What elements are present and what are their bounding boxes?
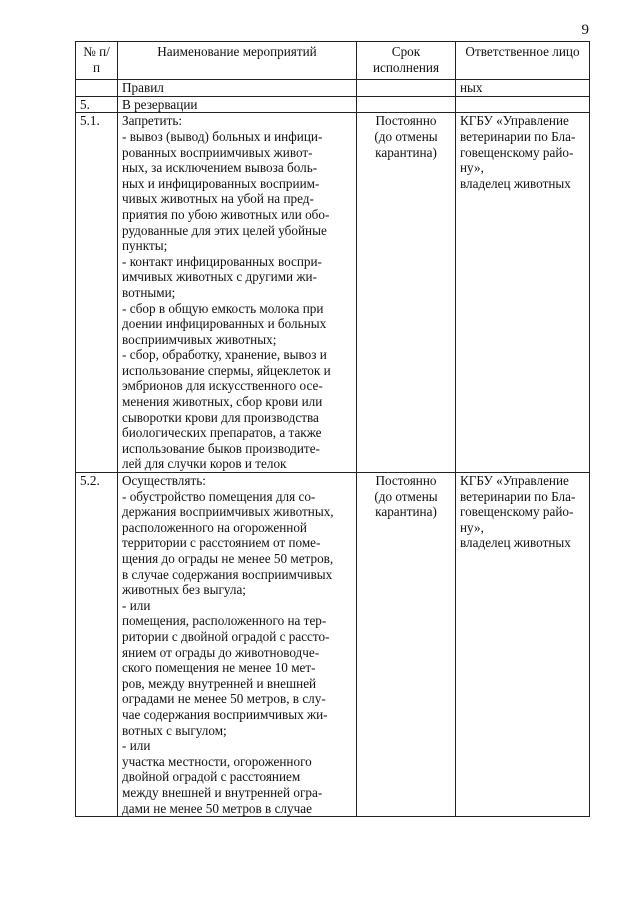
text-line: щения до ограды не менее 50 метров, xyxy=(122,551,334,566)
text-line: дами не менее 50 метров в случае xyxy=(122,800,312,816)
text-line: биологических препаратов, а также xyxy=(122,425,322,441)
cell-term xyxy=(357,96,456,113)
text-line: имчивых животных с другими жи- xyxy=(122,269,317,285)
text-line: Постоянно xyxy=(375,473,437,489)
text-line: КГБУ «Управление xyxy=(460,113,569,129)
text-line: - вывоз (вывод) больных и инфици- xyxy=(122,128,323,144)
text-line: говещенскому райо- xyxy=(460,144,574,160)
text-line: участка местности, огороженного xyxy=(122,753,312,769)
text-line: рованных восприимчивых живот- xyxy=(122,144,313,160)
cell-responsible: ных xyxy=(456,80,590,97)
text-line: чивых животных на убой на пред- xyxy=(122,191,314,207)
measures-table xyxy=(75,41,590,817)
text-line: территории с расстоянием от поме- xyxy=(122,535,321,551)
text-line: лей для случки коров и телок xyxy=(122,456,287,472)
cell-name xyxy=(118,473,357,817)
text-line: ского помещения не менее 10 мет- xyxy=(122,660,316,676)
table-header-row xyxy=(76,42,590,80)
text-line: (до отмены xyxy=(374,488,438,504)
header-responsible: Ответственное лицо xyxy=(456,42,590,80)
text-line: вотных с выгулом; xyxy=(122,722,227,738)
cell-name xyxy=(118,113,357,473)
text-line: ров, между внутренней и внешней xyxy=(122,675,317,691)
text-line: ветеринарии по Бла- xyxy=(460,128,576,144)
text-line: оградами не менее 50 метров, в слу- xyxy=(122,691,326,707)
table-row-5-2 xyxy=(76,473,590,817)
text-line: Постоянно xyxy=(375,113,437,129)
text-line: владелец животных xyxy=(460,175,571,191)
cell-number xyxy=(76,80,118,97)
text-line: доении инфицированных и больных xyxy=(122,316,327,332)
text-line: между внешней и внутренней огра- xyxy=(122,784,323,800)
text-line: - или xyxy=(122,738,151,754)
table-row-continuation xyxy=(76,80,590,97)
text-line: использование спермы, яйцеклеток и xyxy=(122,362,331,378)
header-number: № п/п xyxy=(76,42,118,80)
cell-number: 5.2. xyxy=(76,473,118,817)
text-line: - сбор, обработку, хранение, вывоз и xyxy=(122,347,327,363)
text-line: приятия по убою животных или обо- xyxy=(122,206,330,222)
cell-number: 5.1. xyxy=(76,113,118,473)
cell-number: 5. xyxy=(76,96,118,113)
text-line: чае содержания восприимчивых жи- xyxy=(122,706,328,722)
table-row-5-1 xyxy=(76,113,590,473)
cell-responsible xyxy=(456,113,590,473)
text-line: янием от ограды до животноводче- xyxy=(122,644,320,660)
text-line: КГБУ «Управление xyxy=(460,473,569,489)
text-line: сыворотки крови для производства xyxy=(122,409,319,425)
header-measures: Наименование мероприятий xyxy=(118,42,357,80)
text-line: вотными; xyxy=(122,284,176,300)
text-line: восприимчивых животных; xyxy=(122,331,277,347)
text-line: Осуществлять: xyxy=(122,473,206,489)
cell-term xyxy=(357,80,456,97)
text-line: - обустройство помещения для со- xyxy=(122,488,316,504)
text-line: ных и инфицированных восприим- xyxy=(122,175,320,191)
text-line: владелец животных xyxy=(460,535,571,551)
text-line: пункты; xyxy=(122,238,168,254)
text-line: менения животных, сбор крови или xyxy=(122,394,323,410)
table-row-5 xyxy=(76,96,590,113)
text-line: говещенскому райо- xyxy=(460,504,574,520)
text-line: ну», xyxy=(460,519,484,535)
text-line: использование быков производите- xyxy=(122,440,320,456)
text-line: ритории с двойной оградой с рассто- xyxy=(122,628,330,644)
text-line: карантина) xyxy=(375,144,437,160)
text-line: ну», xyxy=(460,160,484,176)
text-line: расположенного на огороженной xyxy=(122,519,307,535)
text-line: карантина) xyxy=(375,504,437,520)
text-line: - контакт инфицированных воспри- xyxy=(122,253,322,269)
cell-responsible xyxy=(456,473,590,817)
text-line: ных, за исключением вывоза боль- xyxy=(122,160,318,176)
cell-responsible xyxy=(456,96,590,113)
header-term: Срок исполнения xyxy=(357,42,456,80)
cell-term xyxy=(357,113,456,473)
text-line: (до отмены xyxy=(374,128,438,144)
cell-name: Правил xyxy=(118,80,357,97)
text-line: - сбор в общую емкость молока при xyxy=(122,300,324,316)
text-line: в случае содержания восприимчивых xyxy=(122,566,333,582)
text-line: ветеринарии по Бла- xyxy=(460,488,576,504)
text-line: Запретить: xyxy=(122,113,183,129)
text-line: эмбрионов для искусственного осе- xyxy=(122,378,323,394)
cell-name: В резервации xyxy=(118,96,357,113)
text-line: помещения, расположенного на тер- xyxy=(122,613,327,629)
cell-term xyxy=(357,473,456,817)
text-line: рудованные для этих целей убойные xyxy=(122,222,327,238)
text-line: - или xyxy=(122,597,151,613)
text-line: животных без выгула; xyxy=(122,582,246,598)
page-number: 9 xyxy=(581,22,589,38)
text-line: двойной оградой с расстоянием xyxy=(122,769,301,785)
text-line: держания восприимчивых животных, xyxy=(122,504,334,520)
